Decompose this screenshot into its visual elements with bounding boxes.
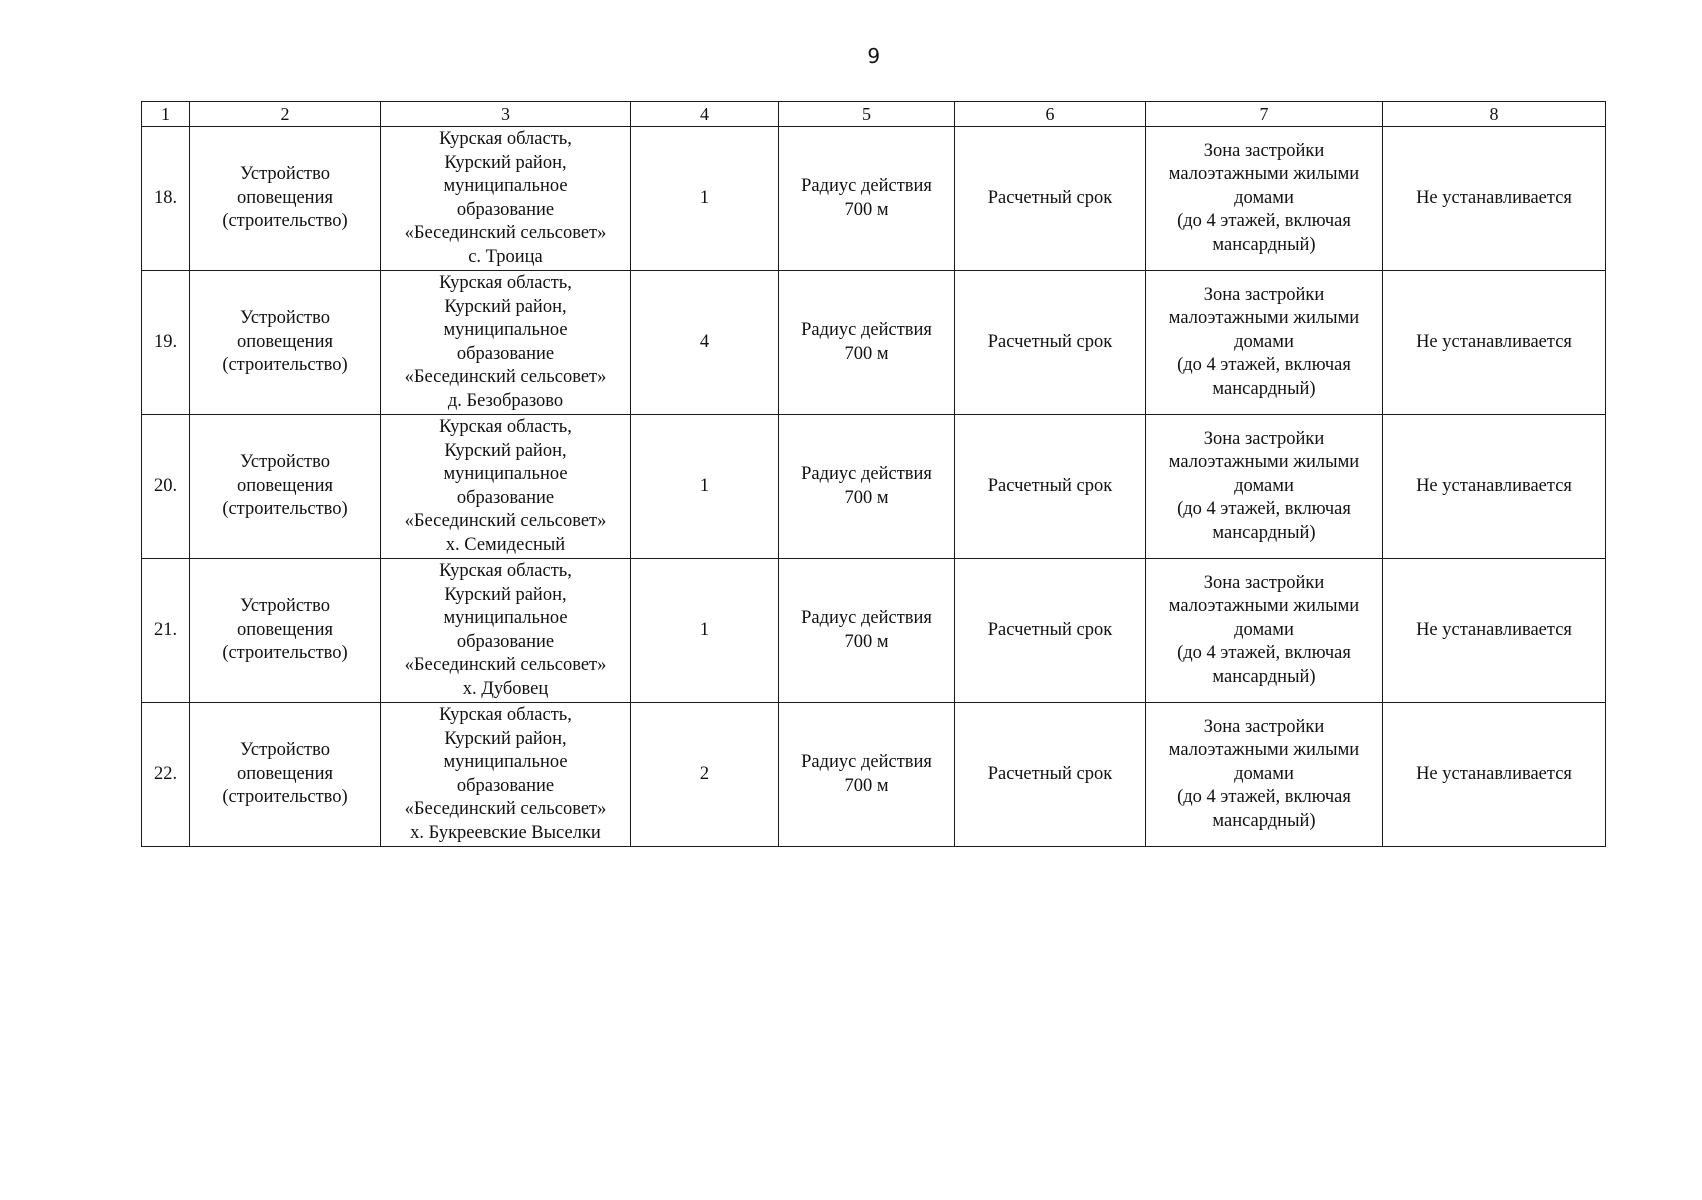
functional-zone-line: домами — [1234, 763, 1294, 784]
object-location-line: с. Троица — [468, 246, 543, 267]
object-name-line: оповещения — [236, 475, 333, 496]
implementation-term: Расчетный срок — [955, 127, 1146, 271]
object-characteristics-line: Радиус действия — [801, 176, 932, 196]
object-location-line: д. Безобразово — [447, 390, 564, 411]
functional-zone — [1146, 127, 1383, 271]
header-col-7: 7 — [1146, 102, 1383, 127]
object-name — [190, 703, 381, 847]
object-name-line: оповещения — [236, 619, 333, 640]
object-location-line: Курский район, — [444, 440, 567, 461]
object-characteristics — [779, 703, 955, 847]
object-quantity: 1 — [631, 559, 779, 703]
table-row — [142, 271, 1606, 415]
object-characteristics — [779, 127, 955, 271]
object-quantity: 1 — [631, 127, 779, 271]
functional-zone-line: мансардный) — [1212, 810, 1316, 831]
object-characteristics-line: Радиус действия — [801, 752, 932, 772]
implementation-term: Расчетный срок — [955, 415, 1146, 559]
object-location-line: «Бесединский сельсовет» — [404, 655, 607, 675]
header-col-5: 5 — [779, 102, 955, 127]
header-col-3: 3 — [381, 102, 631, 127]
page-number: 9 — [867, 44, 881, 68]
header-col-4: 4 — [631, 102, 779, 127]
functional-zone — [1146, 559, 1383, 703]
object-characteristics-line: 700 м — [844, 343, 889, 364]
object-location — [381, 415, 631, 559]
object-location — [381, 559, 631, 703]
table-row — [142, 127, 1606, 271]
object-location-line: «Бесединский сельсовет» — [404, 367, 607, 387]
row-number: 21. — [142, 559, 190, 703]
object-name-line: (строительство) — [222, 355, 348, 376]
object-name-line: Устройство — [240, 164, 330, 185]
object-characteristics-line: Радиус действия — [801, 608, 932, 628]
object-name — [190, 271, 381, 415]
object-name — [190, 127, 381, 271]
functional-zone — [1146, 271, 1383, 415]
object-location-line: муниципальное — [443, 320, 568, 340]
object-location-line: образование — [456, 631, 555, 652]
header-row — [142, 102, 1606, 127]
object-location-line: Курская область, — [439, 273, 572, 293]
object-characteristics — [779, 415, 955, 559]
table-header — [142, 102, 1606, 127]
row-number: 18. — [142, 127, 190, 271]
functional-zone — [1146, 415, 1383, 559]
row-number: 19. — [142, 271, 190, 415]
header-col-2: 2 — [190, 102, 381, 127]
object-name-line: Устройство — [240, 596, 330, 617]
object-location-line: Курская область, — [439, 129, 572, 149]
functional-zone-line: (до 4 этажей, включая — [1177, 355, 1351, 376]
object-name-line: (строительство) — [222, 499, 348, 520]
functional-zone-line: (до 4 этажей, включая — [1177, 211, 1351, 232]
object-location-line: х. Букреевские Выселки — [410, 822, 601, 843]
table-row — [142, 703, 1606, 847]
table-body — [142, 127, 1606, 847]
table-row — [142, 559, 1606, 703]
object-location-line: Курский район, — [444, 296, 567, 317]
functional-zone-line: Зона застройки — [1203, 572, 1325, 593]
object-location-line: х. Семидесный — [445, 534, 566, 555]
object-location-line: «Бесединский сельсовет» — [404, 511, 607, 531]
object-name-line: оповещения — [236, 331, 333, 352]
functional-zone-line: Зона застройки — [1203, 716, 1325, 737]
object-quantity: 2 — [631, 703, 779, 847]
object-location-line: образование — [456, 199, 555, 220]
object-location-line: образование — [456, 487, 555, 508]
object-characteristics-line: Радиус действия — [801, 320, 932, 340]
object-name — [190, 415, 381, 559]
functional-zone-line: малоэтажными жилыми — [1168, 596, 1360, 617]
object-name-line: Устройство — [240, 740, 330, 761]
object-location-line: Курская область, — [439, 705, 572, 725]
functional-zone-line: домами — [1234, 187, 1294, 208]
functional-zone — [1146, 703, 1383, 847]
functional-zone-line: Зона застройки — [1203, 428, 1325, 449]
functional-zone-line: мансардный) — [1212, 666, 1316, 687]
object-location-line: муниципальное — [443, 176, 568, 196]
header-col-6: 6 — [955, 102, 1146, 127]
object-location-line: муниципальное — [443, 464, 568, 484]
zone-restriction: Не устанавливается — [1383, 127, 1606, 271]
functional-zone-line: домами — [1234, 619, 1294, 640]
object-location-line: х. Дубовец — [462, 678, 549, 699]
functional-zone-line: мансардный) — [1212, 234, 1316, 255]
functional-zone-line: домами — [1234, 475, 1294, 496]
row-number: 22. — [142, 703, 190, 847]
object-name-line: оповещения — [236, 187, 333, 208]
zone-restriction: Не устанавливается — [1383, 703, 1606, 847]
functional-zone-line: мансардный) — [1212, 522, 1316, 543]
implementation-term: Расчетный срок — [955, 703, 1146, 847]
functional-zone-line: малоэтажными жилыми — [1168, 740, 1360, 761]
implementation-term: Расчетный срок — [955, 559, 1146, 703]
object-location-line: «Бесединский сельсовет» — [404, 223, 607, 243]
object-name-line: Устройство — [240, 452, 330, 473]
header-col-1: 1 — [142, 102, 190, 127]
header-col-8: 8 — [1383, 102, 1606, 127]
object-name-line: (строительство) — [222, 787, 348, 808]
implementation-term: Расчетный срок — [955, 271, 1146, 415]
object-location-line: Курский район, — [444, 584, 567, 605]
functional-zone-line: мансардный) — [1212, 378, 1316, 399]
functional-zone-line: Зона застройки — [1203, 140, 1325, 161]
object-location-line: муниципальное — [443, 752, 568, 772]
object-characteristics-line: Радиус действия — [801, 464, 932, 484]
row-number: 20. — [142, 415, 190, 559]
object-name-line: оповещения — [236, 763, 333, 784]
zone-restriction: Не устанавливается — [1383, 415, 1606, 559]
object-characteristics — [779, 559, 955, 703]
functional-zone-line: (до 4 этажей, включая — [1177, 787, 1351, 808]
zone-restriction: Не устанавливается — [1383, 559, 1606, 703]
object-name-line: Устройство — [240, 308, 330, 329]
object-quantity: 4 — [631, 271, 779, 415]
functional-zone-line: малоэтажными жилыми — [1168, 452, 1360, 473]
object-location-line: Курская область, — [439, 561, 572, 581]
object-location-line: образование — [456, 775, 555, 796]
object-location-line: Курский район, — [444, 152, 567, 173]
object-name-line: (строительство) — [222, 643, 348, 664]
zone-restriction: Не устанавливается — [1383, 271, 1606, 415]
functional-zone-line: малоэтажными жилыми — [1168, 308, 1360, 329]
table-row — [142, 415, 1606, 559]
functional-zone-line: (до 4 этажей, включая — [1177, 499, 1351, 520]
functional-zone-line: малоэтажными жилыми — [1168, 164, 1360, 185]
object-name — [190, 559, 381, 703]
object-characteristics — [779, 271, 955, 415]
object-quantity: 1 — [631, 415, 779, 559]
object-location-line: муниципальное — [443, 608, 568, 628]
object-location-line: Курская область, — [439, 417, 572, 437]
object-characteristics-line: 700 м — [844, 775, 889, 796]
object-location — [381, 127, 631, 271]
object-location-line: образование — [456, 343, 555, 364]
object-location-line: Курский район, — [444, 728, 567, 749]
functional-zone-line: Зона застройки — [1203, 284, 1325, 305]
functional-zone-line: домами — [1234, 331, 1294, 352]
object-characteristics-line: 700 м — [844, 631, 889, 652]
object-characteristics-line: 700 м — [844, 487, 889, 508]
objects-table — [141, 101, 1606, 847]
object-name-line: (строительство) — [222, 211, 348, 232]
object-location-line: «Бесединский сельсовет» — [404, 799, 607, 819]
functional-zone-line: (до 4 этажей, включая — [1177, 643, 1351, 664]
object-location — [381, 271, 631, 415]
object-characteristics-line: 700 м — [844, 199, 889, 220]
object-location — [381, 703, 631, 847]
